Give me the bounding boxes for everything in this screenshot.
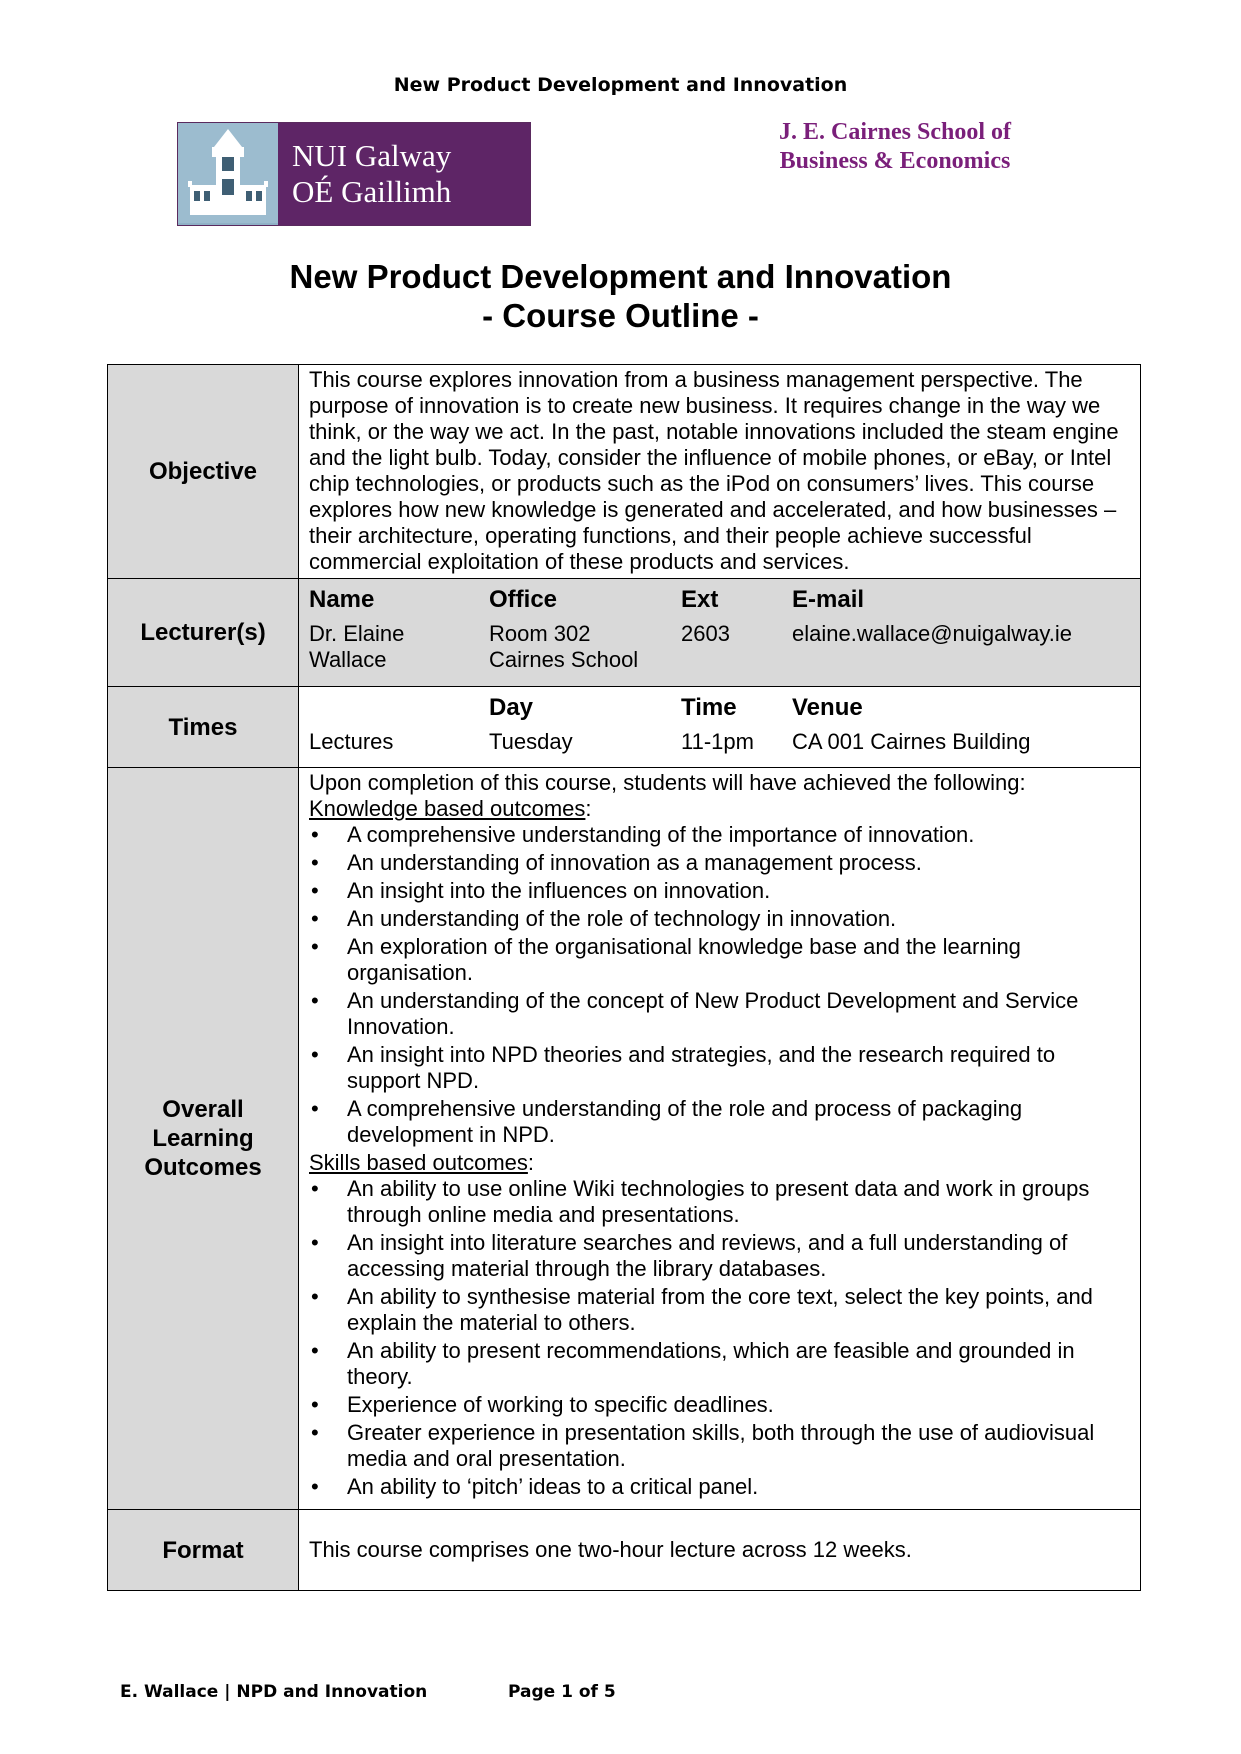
- outcomes-label-line-2: Learning: [152, 1125, 254, 1152]
- list-item: • An understanding of innovation as a management process.: [309, 850, 1130, 876]
- format-row: [108, 1510, 1141, 1591]
- list-item: • A comprehensive understanding of the importance of innovation.: [309, 822, 1130, 848]
- list-item: • An insight into literature searches and reviews, and a full understanding of accessing material through the library databases.: [309, 1230, 1130, 1282]
- footer-author: E. Wallace | NPD and Innovation: [120, 1682, 428, 1702]
- skills-heading-line: Skills based outcomes:: [309, 1150, 535, 1175]
- list-item: • An insight into the influences on innovation.: [309, 878, 1130, 904]
- lecturers-cell: [299, 579, 1141, 687]
- times-time: 11-1pm: [681, 729, 754, 754]
- objective-label: Objective: [108, 365, 299, 579]
- logo-line-1: NUI Galway: [292, 138, 452, 173]
- outcomes-label-line-3: Outcomes: [144, 1154, 262, 1181]
- times-header-day: Day: [489, 694, 534, 721]
- format-label: Format: [108, 1510, 299, 1591]
- school-name: [745, 118, 1045, 176]
- objective-row: [108, 365, 1141, 579]
- list-item: • An understanding of the role of technology in innovation.: [309, 906, 1130, 932]
- running-header: New Product Development and Innovation: [393, 74, 848, 96]
- outcomes-intro: Upon completion of this course, students will have achieved the following:: [309, 770, 1026, 795]
- lecturer-email: elaine.wallace@nuigalway.ie: [792, 621, 1072, 646]
- list-item: • An ability to present recommendations, which are feasible and grounded in theory.: [309, 1338, 1130, 1390]
- times-row: [108, 687, 1141, 768]
- times-header-blank: [309, 689, 489, 729]
- list-item: • Experience of working to specific deadlines.: [309, 1392, 1130, 1418]
- knowledge-heading-line: Knowledge based outcomes:: [309, 796, 592, 821]
- knowledge-heading: Knowledge based outcomes: [309, 796, 586, 821]
- lecturer-name: [309, 621, 489, 677]
- list-item: • An ability to ‘pitch’ ideas to a critical panel.: [309, 1474, 1130, 1500]
- times-header-venue: Venue: [792, 694, 863, 721]
- school-name-line-2: Business & Economics: [779, 148, 1011, 174]
- skills-list: [309, 1176, 1130, 1500]
- times-header-time: Time: [681, 694, 737, 721]
- document-title-line-2: - Course Outline -: [482, 297, 759, 334]
- page-footer: [120, 1682, 616, 1702]
- logo-line-2: OÉ Gaillimh: [292, 174, 452, 209]
- footer-page-number: Page 1 of 5: [508, 1682, 616, 1702]
- outcomes-label-line-1: Overall: [162, 1096, 244, 1123]
- outcomes-row: [108, 768, 1141, 1510]
- list-item: • A comprehensive understanding of the role and process of packaging development in NPD.: [309, 1096, 1130, 1148]
- times-cell: [299, 687, 1141, 768]
- list-item: • Greater experience in presentation skills, both through the use of audiovisual media and oral presentation.: [309, 1420, 1130, 1472]
- school-name-line-1: J. E. Cairnes School of: [778, 119, 1011, 145]
- lecturers-header-email: E-mail: [792, 586, 865, 613]
- lecturers-row: [108, 579, 1141, 687]
- objective-text: This course explores innovation from a business management perspective. The purpose of innovation is to create new business. It requires change in the way we think, or the way we act. In the past, notable innovations included the steam engine and the light bulb. Today, consider the influence of mobile phones, or eBay, or Intel chip technologies, or products such as the iPod on consumers’ lives. This course explores how new knowledge is generated and accelerated, and how businesses – their architecture, operating functions, and their people achieve successful commercial exploitation of these products and services.: [299, 365, 1141, 579]
- list-item: • An ability to synthesise material from the core text, select the key points, and explain the material to others.: [309, 1284, 1130, 1336]
- document-title-line-1: New Product Development and Innovation: [289, 258, 952, 295]
- times-label: Times: [108, 687, 299, 768]
- times-day: Tuesday: [489, 729, 573, 754]
- times-grid: [309, 689, 1130, 759]
- lecturer-name-line-2: Wallace: [309, 647, 387, 672]
- lecturer-office: [489, 621, 681, 677]
- lecturers-grid: [309, 581, 1130, 677]
- times-type: Lectures: [309, 729, 394, 754]
- lecturer-ext: 2603: [681, 621, 730, 646]
- lecturers-header-ext: Ext: [681, 586, 719, 613]
- lecturers-header-office: Office: [489, 586, 558, 613]
- lecturer-name-line-1: Dr. Elaine: [309, 621, 405, 646]
- document-title: [0, 257, 1241, 335]
- format-text: This course comprises one two-hour lecture across 12 weeks.: [299, 1510, 1141, 1591]
- course-outline-table: [107, 364, 1141, 1591]
- nui-galway-logo: [177, 122, 531, 226]
- lecturers-label: Lecturer(s): [108, 579, 299, 687]
- lecturer-office-line-1: Room 302: [489, 621, 591, 646]
- list-item: • An exploration of the organisational knowledge base and the learning organisation.: [309, 934, 1130, 986]
- list-item: • An understanding of the concept of New Product Development and Service Innovation.: [309, 988, 1130, 1040]
- lecturers-header-name: Name: [309, 586, 375, 613]
- quadrangle-tower-icon: [178, 123, 278, 225]
- list-item: • An ability to use online Wiki technologies to present data and work in groups through online media and presentations.: [309, 1176, 1130, 1228]
- outcomes-label: [108, 768, 299, 1510]
- list-item: • An insight into NPD theories and strategies, and the research required to support NPD.: [309, 1042, 1130, 1094]
- lecturer-office-line-2: Cairnes School: [489, 647, 639, 672]
- outcomes-cell: [299, 768, 1141, 1510]
- times-venue: CA 001 Cairnes Building: [792, 729, 1031, 754]
- skills-heading: Skills based outcomes: [309, 1150, 528, 1175]
- knowledge-list: [309, 822, 1130, 1148]
